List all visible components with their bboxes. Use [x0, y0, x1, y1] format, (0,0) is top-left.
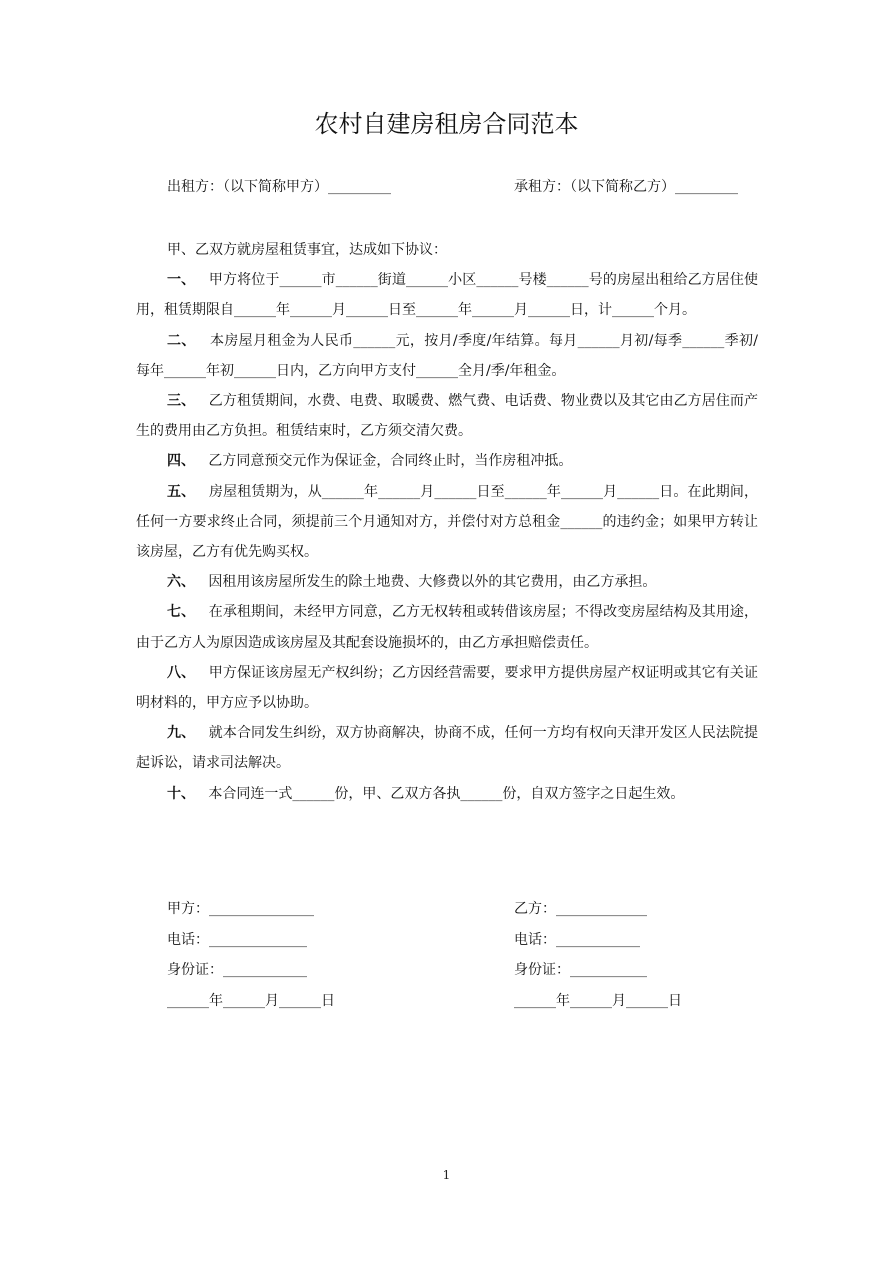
clause-number: 九、: [167, 725, 196, 742]
lessor-id-line: 身份证：____________: [167, 962, 307, 978]
contract-body: [136, 235, 758, 809]
intro-text: 甲、乙双方就房屋租赁事宜，达成如下协议：: [167, 242, 447, 258]
clause-5: [136, 477, 758, 568]
lessee-party-line: 乙方：_____________: [514, 901, 647, 917]
clause-number: 十、: [167, 785, 195, 802]
clause-text: 在承租期间，未经甲方同意，乙方无权转租或转借该房屋；不得改变房屋结构及其用途，由于乙方人为原因造成该房屋及其配套设施损坏的，由乙方承担赔偿责任。: [136, 604, 758, 651]
clause-text: 本合同连一式______份，甲、乙双方各执______份，自双方签字之日起生效。: [208, 785, 685, 802]
lessor-signature-block: [167, 894, 467, 1016]
clause-6: [136, 567, 758, 597]
clause-text: 因租用该房屋所发生的除土地费、大修费以外的其它费用，由乙方承担。: [208, 574, 657, 591]
clause-number: 二、: [167, 332, 196, 349]
clause-text: 房屋租赁期为，从______年______月______日至______年______月______日。在此期间，任何一方要求终止合同，须提前三个月通知对方，并偿付对方总租金______的违约金；如果甲方转让该房屋，乙方有优先购买权。: [136, 483, 759, 561]
clause-text: 本房屋月租金为人民币______元，按月/季度/年结算。每月______月初/每季______季初/每年______年初______日内，乙方向甲方支付______全月/季/年租金。: [136, 332, 758, 379]
clause-7: [136, 597, 758, 657]
lessee-phone-line: 电话：____________: [514, 931, 640, 948]
lessee-signature-block: [514, 894, 814, 1016]
clause-number: 四、: [167, 453, 195, 470]
clause-4: [136, 446, 758, 476]
clause-2: [136, 326, 758, 386]
clause-10: [136, 779, 758, 809]
clause-3: [136, 386, 758, 446]
clause-number: 七、: [167, 604, 196, 621]
clause-number: 一、: [167, 272, 196, 289]
page-number: 1: [442, 1168, 451, 1182]
clause-text: 甲方将位于______市______街道______小区______号楼______号的房屋出租给乙方居住使用，租赁期限自______年______月______日至______年______月______日，计______个月。: [136, 272, 759, 319]
clause-number: 八、: [167, 664, 196, 681]
clause-text: 乙方同意预交元作为保证金，合同终止时，当作房租冲抵。: [208, 453, 573, 470]
clause-number: 六、: [167, 574, 195, 591]
clause-1: [136, 265, 758, 325]
intro-paragraph: [136, 235, 758, 265]
lessee-line: 承租方：（以下简称乙方）_________: [514, 179, 738, 195]
clause-number: 五、: [167, 483, 196, 500]
lessor-phone-line: 电话：______________: [167, 931, 307, 948]
clause-9: [136, 718, 758, 778]
lessee-date-line: ______年______月______日: [514, 992, 682, 1009]
document-title: 农村自建房租房合同范本: [314, 110, 579, 138]
clause-number: 三、: [167, 393, 196, 410]
parties-row: [167, 176, 767, 198]
clause-text: 甲方保证该房屋无产权纠纷；乙方因经营需要，要求甲方提供房屋产权证明或其它有关证明材料的，甲方应予以协助。: [136, 664, 758, 712]
lessee-id-line: 身份证：___________: [514, 962, 647, 978]
lessor-date-line: ______年______月______日: [167, 992, 335, 1009]
lessor-line: 出租方：（以下简称甲方）_________: [167, 179, 391, 195]
clause-text: 乙方租赁期间，水费、电费、取暖费、燃气费、电话费、物业费以及其它由乙方居住而产生的费用由乙方负担。租赁结束时，乙方须交清欠费。: [136, 393, 758, 440]
clause-8: [136, 658, 758, 718]
clause-text: 就本合同发生纠纷，双方协商解决，协商不成，任何一方均有权向天津开发区人民法院提起诉讼，请求司法解决。: [136, 725, 758, 772]
lessor-party-line: 甲方：_______________: [167, 901, 314, 917]
